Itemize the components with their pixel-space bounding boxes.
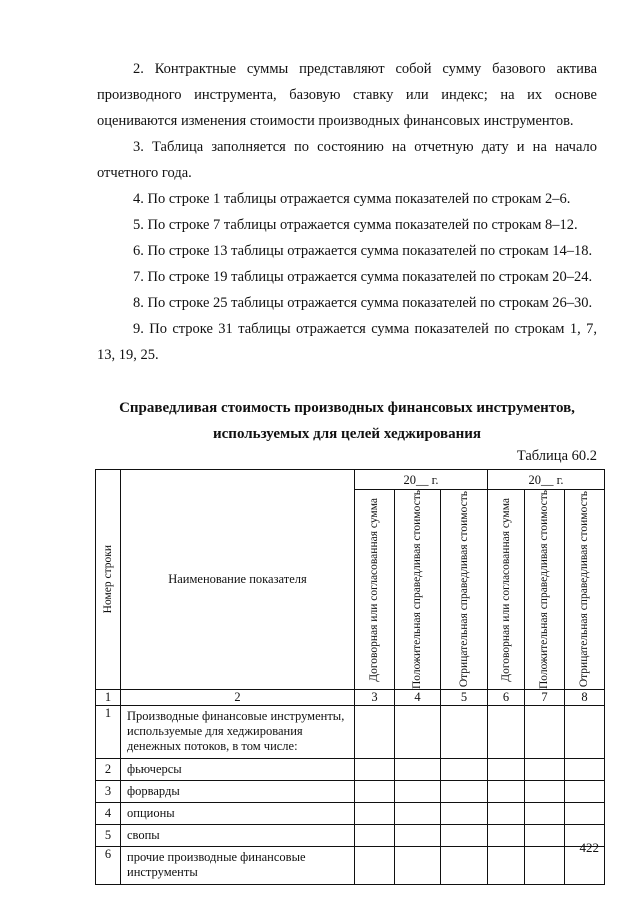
sub-header-contract-amount-1: Договорная или согласованная сумма	[355, 490, 395, 690]
data-cell	[441, 781, 488, 803]
paragraph-5: 5. По строке 7 таблицы отражается сумма показателей по строкам 8–12.	[133, 217, 578, 233]
data-cell	[525, 803, 565, 825]
row-name: Производные финансовые инструменты, используемые для хеджирования денежных потоков, в том числе:	[121, 706, 355, 759]
sub-header-contract-amount-2: Договорная или согласованная сумма	[488, 490, 525, 690]
row-name: свопы	[121, 825, 355, 847]
paragraph-8: 8. По строке 25 таблицы отражается сумма показателей по строкам 26–30.	[133, 295, 593, 311]
data-cell	[565, 781, 605, 803]
row-number: 2	[96, 759, 121, 781]
data-cell	[441, 803, 488, 825]
paragraph-3: 3. Таблица заполняется по состоянию на отчетную дату и на начало отчетного года.	[97, 139, 597, 181]
table-title-line-2: используемых для целей хеджирования	[213, 426, 481, 442]
row-name: фьючерсы	[121, 759, 355, 781]
data-cell	[488, 825, 525, 847]
sub-header-negative-fv-1: Отрицательная справедливая стоимость	[441, 490, 488, 690]
data-cell	[395, 706, 441, 759]
data-cell	[441, 847, 488, 885]
year-header-reporting: 20__ г.	[355, 470, 488, 490]
data-cell	[488, 803, 525, 825]
table-row	[96, 803, 605, 825]
column-number: 3	[355, 690, 395, 706]
row-number: 4	[96, 803, 121, 825]
data-cell	[488, 759, 525, 781]
data-cell	[565, 706, 605, 759]
sub-header-negative-fv-2: Отрицательная справедливая стоимость	[565, 490, 605, 690]
paragraph-7: 7. По строке 19 таблицы отражается сумма показателей по строкам 20–24.	[133, 269, 593, 285]
data-cell	[525, 781, 565, 803]
paragraph-6: 6. По строке 13 таблицы отражается сумма показателей по строкам 14–18.	[133, 243, 593, 259]
data-cell	[441, 706, 488, 759]
data-cell	[355, 781, 395, 803]
column-number: 2	[121, 690, 355, 706]
paragraph-2: 2. Контрактные суммы представляют собой сумму базового актива производного инструмента, базовую ставку или индекс; на их основе оцениваются изменения стоимости производных финансовых инструментов.	[97, 61, 597, 129]
row-number: 3	[96, 781, 121, 803]
data-cell	[441, 759, 488, 781]
data-cell	[395, 825, 441, 847]
column-number: 5	[441, 690, 488, 706]
data-cell	[441, 825, 488, 847]
row-number: 5	[96, 825, 121, 847]
data-cell	[565, 803, 605, 825]
table-caption: Таблица 60.2	[516, 448, 597, 464]
data-cell	[355, 847, 395, 885]
sub-header-positive-fv-1: Положительная справедливая стоимость	[395, 490, 441, 690]
data-cell	[565, 759, 605, 781]
data-cell	[355, 803, 395, 825]
column-numbers-row	[96, 690, 605, 706]
table-row	[96, 825, 605, 847]
data-cell	[355, 706, 395, 759]
data-cell	[395, 803, 441, 825]
data-cell	[525, 759, 565, 781]
row-number-header: Номер строки	[96, 470, 121, 690]
row-name: прочие производные финансовые инструменты	[121, 847, 355, 885]
fair-value-table	[95, 469, 605, 885]
column-number: 8	[565, 690, 605, 706]
row-name: опционы	[121, 803, 355, 825]
data-cell	[355, 825, 395, 847]
sub-header-positive-fv-2: Положительная справедливая стоимость	[525, 490, 565, 690]
column-number: 6	[488, 690, 525, 706]
table-row	[96, 759, 605, 781]
data-cell	[395, 847, 441, 885]
data-cell	[525, 847, 565, 885]
paragraph-9: 9. По строке 31 таблицы отражается сумма показателей по строкам 1, 7, 13, 19, 25.	[97, 321, 597, 363]
indicator-name-header: Наименование показателя	[121, 470, 355, 690]
data-cell	[525, 706, 565, 759]
row-number: 1	[96, 706, 121, 759]
table-row	[96, 706, 605, 759]
column-number: 4	[395, 690, 441, 706]
paragraph-4: 4. По строке 1 таблицы отражается сумма показателей по строкам 2–6.	[133, 191, 571, 207]
table-row	[96, 781, 605, 803]
table-title-line-1: Справедливая стоимость производных финансовых инструментов,	[119, 400, 575, 416]
column-number: 1	[96, 690, 121, 706]
column-number: 7	[525, 690, 565, 706]
data-cell	[395, 781, 441, 803]
data-cell	[488, 706, 525, 759]
data-cell	[355, 759, 395, 781]
data-cell	[395, 759, 441, 781]
data-cell	[488, 781, 525, 803]
row-number: 6	[96, 847, 121, 885]
page-number: 422	[579, 840, 599, 855]
table-row	[96, 847, 605, 885]
data-cell	[525, 825, 565, 847]
row-name: форварды	[121, 781, 355, 803]
year-header-beginning: 20__ г.	[488, 470, 605, 490]
data-cell	[488, 847, 525, 885]
